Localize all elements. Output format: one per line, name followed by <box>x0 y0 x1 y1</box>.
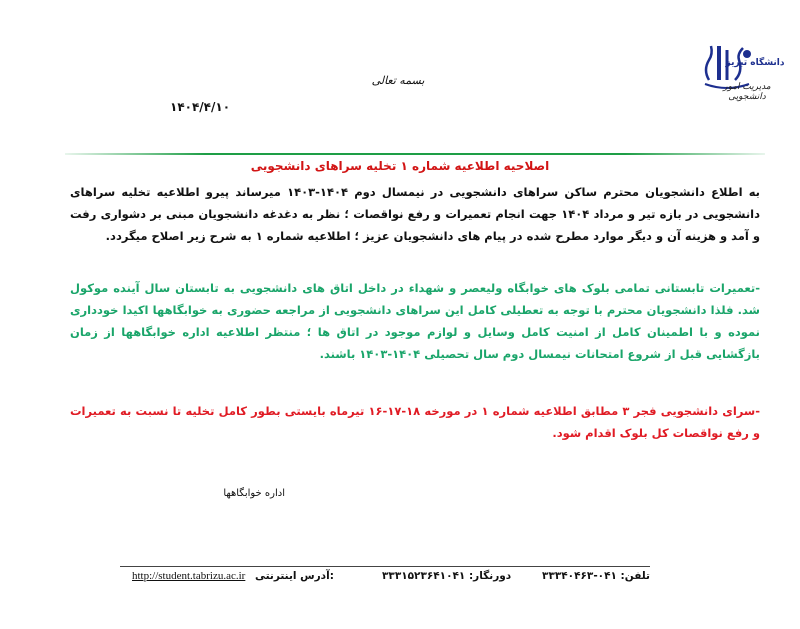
website-link[interactable]: http://student.tabrizu.ac.ir <box>132 570 246 582</box>
footer-phone: تلفن: ۰۴۱-۳۳۳۴۰۴۶۳ <box>542 570 650 582</box>
notice-paragraph-fajr: -سرای دانشجویی فجر ۳ مطابق اطلاعیه شماره ۱ در مورخه ۱۸-۱۷-۱۶ تیرماه بایستی بطور کامل تخلیه تا نسبت به تعمیرات و رفع نواقصات کل بلوک اقدام شود. <box>70 404 760 440</box>
footer <box>120 570 650 586</box>
header-divider <box>65 153 765 155</box>
footer-website <box>132 570 334 582</box>
notice-paragraph-repairs: -تعمیرات تابستانی تمامی بلوک های خوابگاه ولیعصر و شهداء در داخل اتاق های دانشجویی به تابستان سال آینده موکول شد. فلذا دانشجویان محترم با توجه به تعطیلی کامل این سراهای دانشجویی از مراجعه حضوری به خوابگاهها اکیدا خودداری نموده و با اطمینان کامل از امنیت کامل وسایل و لوازم موجود در اتاق ها ؛ منتظر اطلاعیه اداره خوابگاهها از زمان بازگشایی قبل از شروع امتحانات نیمسال دوم سال تحصیلی ۱۴۰۴-۱۴۰۳ باشند. <box>70 281 760 361</box>
letter-date: ۱۴۰۴/۴/۱۰ <box>170 100 231 114</box>
signature: اداره خوابگاهها <box>223 488 285 499</box>
notice-paragraph-intro: به اطلاع دانشجویان محترم ساکن سراهای دانشجویی در نیمسال دوم ۱۴۰۴-۱۴۰۳ میرساند پیرو اطلاعیه تخلیه سراهای دانشجویی در بازه تیر و مرداد ۱۴۰۴ جهت انجام تعمیرات و رفع نواقصات ؛ نظر به دغدغه دانشجویان مبنی بر دشواری رفت و آمد و هزینه آن و دیگر موارد مطرح شده در پیام های دانشجویان عزیز ؛ اطلاعیه شماره ۱ به شرح زیر اصلاح میگردد. <box>70 185 760 243</box>
footer-fax: دورنگار: ۳۳۳۱۵۲۳۶۴۱۰۴۱ <box>382 570 512 582</box>
footer-divider <box>120 566 650 567</box>
website-label: آدرس اینترنتی: <box>255 570 334 582</box>
department-name: مدیریت امور دانشجویی <box>723 82 771 102</box>
university-name: دانشگاه تبریز <box>725 58 785 68</box>
basmala: بسمه تعالی <box>371 74 425 87</box>
notice-title: اصلاحیه اطلاعیه شماره ۱ تخلیه سراهای دانشجویی <box>250 159 550 173</box>
